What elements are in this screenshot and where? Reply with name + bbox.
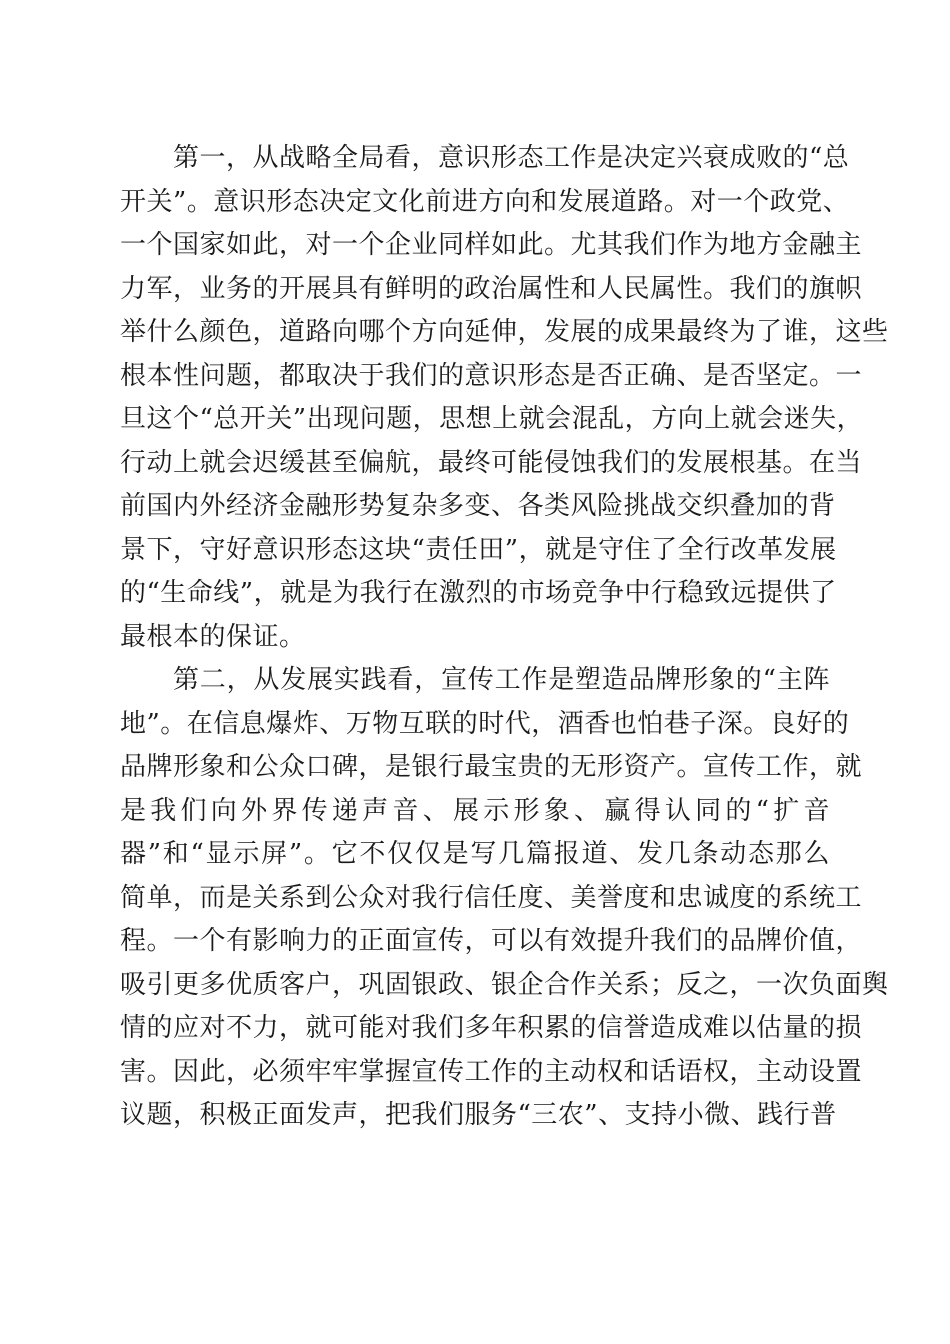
- text-line: 举什么颜色，道路向哪个方向延伸，发展的成果最终为了谁，这些: [120, 317, 889, 347]
- text-line: 的“生命线”，就是为我行在激烈的市场竞争中行稳致远提供了: [120, 578, 837, 608]
- text-line: 简单，而是关系到公众对我行信任度、美誉度和忠诚度的系统工: [120, 882, 863, 913]
- text-line: 行动上就会迟缓甚至偏航，最终可能侵蚀我们的发展根基。在当: [120, 447, 863, 478]
- text-line: 吸引更多优质客户，巩固银政、银企合作关系；反之，一次负面舆: [120, 969, 889, 1000]
- text-line: 开关”。意识形态决定文化前进方向和发展道路。对一个政党、: [120, 186, 850, 217]
- text-line: 议题，积极正面发声，把我们服务“三农”、支持小微、践行普: [120, 1100, 837, 1130]
- text-line: 根本性问题，都取决于我们的意识形态是否正确、是否坚定。一: [120, 360, 863, 391]
- text-line: 害。因此，必须牢牢掌握宣传工作的主动权和话语权，主动设置: [120, 1056, 863, 1087]
- text-line: 前国内外经济金融形势复杂多变、各类风险挑战交织叠加的背: [120, 491, 836, 521]
- paragraph-2: [120, 659, 889, 1138]
- document-body: [120, 137, 889, 1138]
- text-line: 一个国家如此，对一个企业同样如此。尤其我们作为地方金融主: [120, 230, 863, 260]
- paragraph-1: [120, 137, 889, 659]
- text-line: 情的应对不力，就可能对我们多年积累的信誉造成难以估量的损: [120, 1013, 863, 1043]
- text-line: 第二，从发展实践看，宣传工作是塑造品牌形象的“主阵: [173, 665, 830, 695]
- text-line: 是我们向外界传递声音、展示形象、赢得认同的“扩音: [120, 795, 830, 826]
- text-line: 品牌形象和公众口碑，是银行最宝贵的无形资产。宣传工作，就: [120, 752, 863, 782]
- text-line: 最根本的保证。: [120, 621, 306, 652]
- text-line: 力军，业务的开展具有鲜明的政治属性和人民属性。我们的旗帜: [120, 273, 863, 304]
- text-line: 旦这个“总开关”出现问题，思想上就会混乱，方向上就会迷失，: [120, 404, 864, 434]
- text-line: 器”和“显示屏”。它不仅仅是写几篇报道、发几条动态那么: [120, 839, 830, 869]
- text-line: 第一，从战略全局看，意识形态工作是决定兴衰成败的“总: [173, 143, 850, 173]
- text-line: 地”。在信息爆炸、万物互联的时代，酒香也怕巷子深。良好的: [120, 708, 850, 739]
- text-line: 景下，守好意识形态这块“责任田”，就是守住了全行改革发展: [120, 534, 837, 565]
- text-line: 程。一个有影响力的正面宣传，可以有效提升我们的品牌价值，: [120, 926, 863, 956]
